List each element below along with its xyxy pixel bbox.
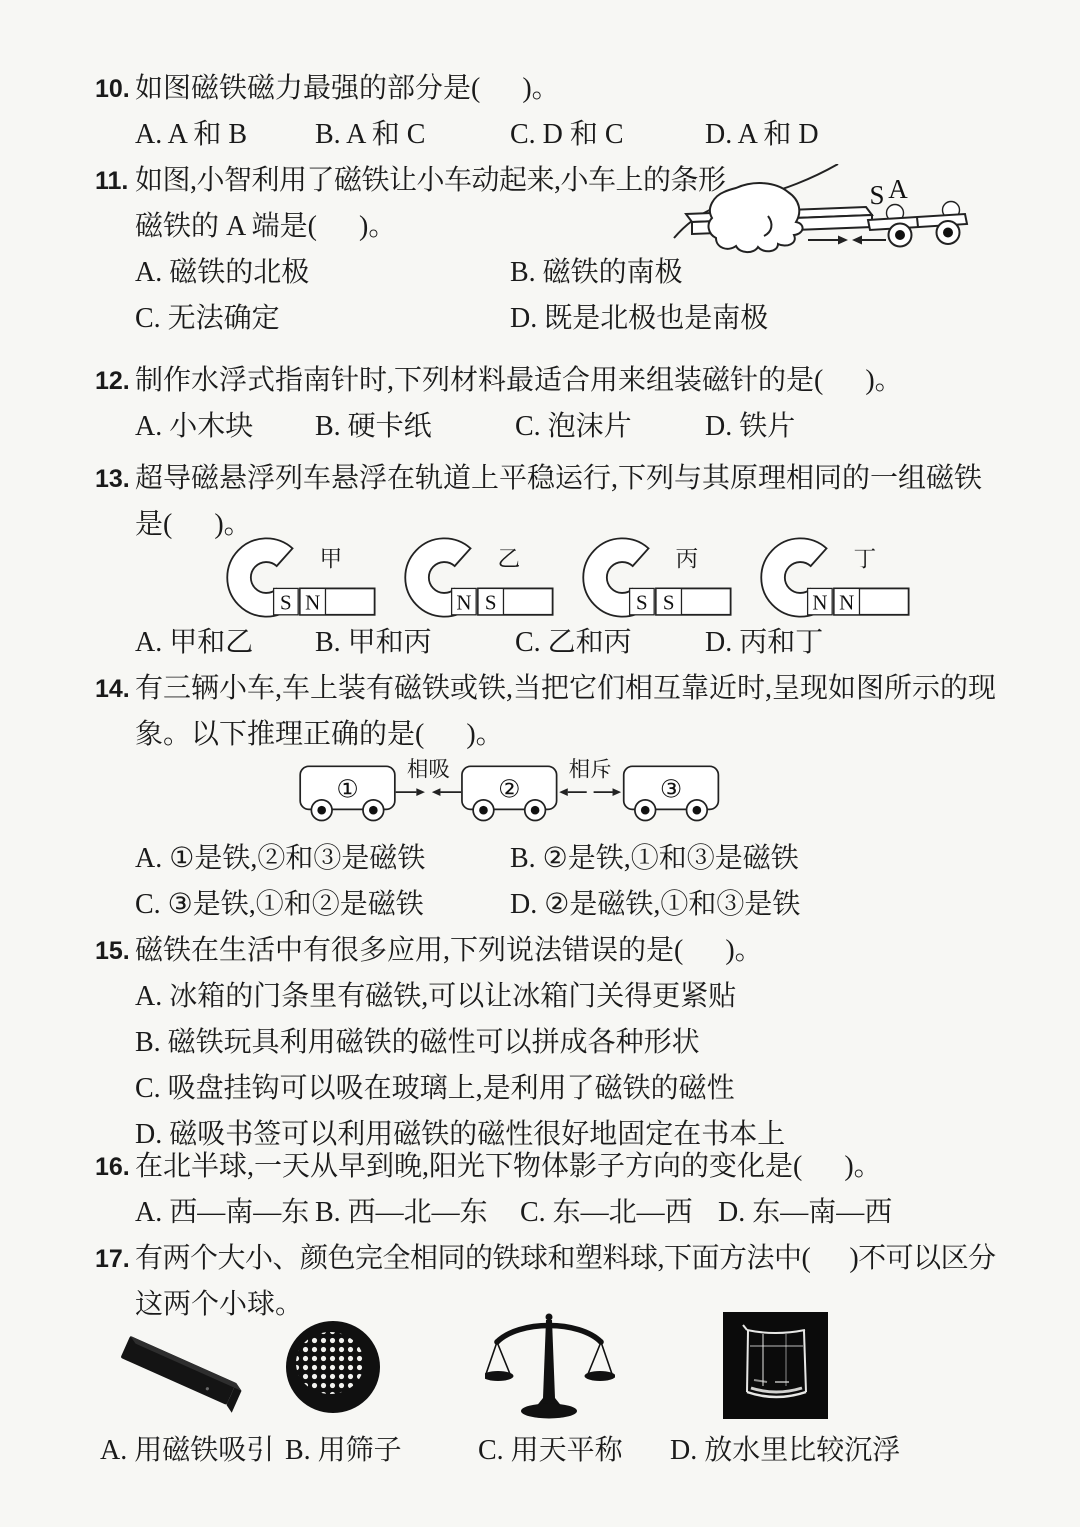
question-number: 16. (95, 1153, 130, 1181)
magnet-pole-label: S (636, 590, 648, 615)
option-c: C. 乙和丙 (515, 627, 632, 658)
three-cars-diagram (295, 756, 727, 830)
option-b: B. 磁铁玩具利用磁铁的磁性可以拼成各种形状 (135, 1027, 700, 1058)
toy-car-3-icon (624, 766, 719, 820)
attraction-arrows (396, 788, 461, 796)
question-text: 有三辆小车,车上装有磁铁或铁,当把它们相互靠近时,呈现如图所示的现 (135, 673, 997, 704)
repel-label: 相斥 (568, 757, 612, 782)
option-a: A. 冰箱的门条里有磁铁,可以让冰箱门关得更紧贴 (135, 981, 737, 1012)
caption-c: C. 用天平称 (478, 1435, 623, 1466)
question-10-stem (95, 66, 1040, 112)
question-text: 磁铁的 A 端是( )。 (135, 211, 397, 242)
question-number: 12. (95, 367, 130, 395)
question-text: 象。以下推理正确的是( )。 (135, 719, 504, 750)
option-c: C. ③是铁,①和②是磁铁 (135, 889, 424, 920)
caption-d: D. 放水里比较沉浮 (670, 1435, 901, 1466)
horseshoe-magnet-bing-icon (581, 532, 741, 623)
beaker-of-water-photo (723, 1312, 828, 1419)
option-a: A. 小木块 (135, 411, 254, 442)
question-text: 如图,小智利用了磁铁让小车动起来,小车上的条形 (135, 165, 726, 196)
question-text: 磁铁在生活中有很多应用,下列说法错误的是( )。 (135, 935, 763, 966)
question-number: 15. (95, 937, 130, 965)
magnet-name-label: 甲 (319, 546, 343, 572)
question-13-options (95, 620, 1040, 666)
attract-label: 相吸 (406, 757, 450, 782)
option-c: C. 吸盘挂钩可以吸在玻璃上,是利用了磁铁的磁性 (135, 1073, 735, 1104)
question-16 (95, 1144, 1040, 1236)
caption-a: A. 用磁铁吸引 (100, 1435, 275, 1466)
bar-magnet-icon (110, 1324, 255, 1424)
question-text: 有两个大小、颜色完全相同的铁球和塑料球,下面方法中( )不可以区分 (135, 1243, 996, 1274)
caption-b: B. 用筛子 (285, 1435, 402, 1466)
question-13 (95, 456, 1040, 666)
option-b: B. 甲和丙 (315, 627, 432, 658)
option-c: C. 东—北—西 (520, 1197, 693, 1228)
option-a: A. 西—南—东 (135, 1197, 310, 1228)
question-11 (95, 158, 1040, 342)
option-a: A. A 和 B (135, 119, 248, 150)
question-16-stem (95, 1144, 1040, 1190)
bar-pole-label: N (839, 590, 855, 615)
option-a: A. 甲和乙 (135, 627, 254, 658)
question-number: 17. (95, 1245, 130, 1273)
question-15-stem (95, 928, 1040, 974)
hand-pushing-magnet-toward-car-figure (670, 164, 970, 264)
question-text: 在北半球,一天从早到晚,阳光下物体影子方向的变化是( )。 (135, 1151, 882, 1182)
question-14-stem (95, 666, 1040, 712)
balance-scale-icon (485, 1310, 615, 1422)
question-12-stem (95, 358, 1040, 404)
question-14 (95, 666, 1040, 928)
bar-pole-label: S (662, 590, 675, 615)
car-number-label: ③ (659, 774, 683, 804)
car-end-label: A (888, 174, 908, 204)
question-11-options-row2 (95, 296, 1040, 342)
question-number: 13. (95, 465, 130, 493)
car-number-label: ① (336, 774, 359, 804)
option-d: D. ②是磁铁,①和③是铁 (510, 889, 801, 920)
magnet-name-label: 乙 (497, 546, 521, 572)
option-a: A. 磁铁的北极 (135, 257, 310, 288)
question-text: 这两个小球。 (135, 1289, 304, 1320)
question-number: 14. (95, 675, 130, 703)
hand-icon (709, 183, 803, 252)
horseshoe-magnet-ding-icon (759, 532, 919, 623)
option-c: C. D 和 C (510, 119, 624, 150)
option-b: B. ②是铁,①和③是磁铁 (510, 843, 799, 874)
question-14-options-row1 (95, 836, 1040, 882)
option-d: D. 丙和丁 (705, 627, 824, 658)
option-b: B. 硬卡纸 (315, 411, 432, 442)
bar-pole-label: N (305, 590, 321, 615)
black-bar-magnet (118, 1336, 243, 1413)
question-number: 11. (95, 167, 129, 195)
question-13-stem (95, 456, 1040, 502)
magnet-pole-label: S (280, 590, 292, 615)
option-c: C. 泡沫片 (515, 411, 632, 442)
three-cars-figure (295, 756, 1040, 830)
question-text: 是( )。 (135, 509, 252, 540)
toy-car-2-icon (462, 766, 557, 820)
option-d: D. 铁片 (705, 411, 796, 442)
magnet-pole-label: S (869, 180, 885, 210)
toy-car-1-icon (300, 766, 395, 820)
option-b: B. 西—北—东 (315, 1197, 488, 1228)
option-a: A. ①是铁,②和③是磁铁 (135, 843, 426, 874)
question-15 (95, 928, 1040, 1158)
question-14-options-row2 (95, 882, 1040, 928)
magnet-name-label: 丙 (675, 546, 699, 572)
option-c: C. 无法确定 (135, 303, 280, 334)
question-text: 如图磁铁磁力最强的部分是( )。 (135, 73, 560, 104)
option-d: D. 既是北极也是南极 (510, 303, 769, 334)
repulsion-arrows (559, 788, 621, 796)
question-12-options (95, 404, 1040, 450)
option-b: B. A 和 C (315, 119, 426, 150)
horseshoe-magnet-yi-icon (403, 532, 563, 623)
bar-pole-label: S (484, 590, 497, 615)
magnet-name-label: 丁 (853, 546, 877, 572)
car-number-label: ② (498, 774, 521, 804)
question-10 (95, 66, 1040, 158)
option-d: D. 磁吸书签可以利用磁铁的磁性很好地固定在书本上 (135, 1119, 786, 1150)
question-17 (95, 1236, 1040, 1466)
option-b: B. 磁铁的南极 (510, 257, 683, 288)
magnet-pole-label: N (456, 590, 472, 615)
question-16-options (95, 1190, 1040, 1236)
question-text: 超导磁悬浮列车悬浮在轨道上平稳运行,下列与其原理相同的一组磁铁 (135, 463, 983, 494)
option-d: D. 东—南—西 (718, 1197, 893, 1228)
question-14-stem-line2 (95, 712, 1040, 758)
approach-arrows (808, 236, 886, 245)
question-text: 制作水浮式指南针时,下列材料最适合用来组装磁针的是( )。 (135, 365, 903, 396)
magnet-pole-label: N (812, 590, 828, 615)
sieve-icon (283, 1318, 383, 1416)
question-number: 10. (95, 75, 130, 103)
option-d: D. A 和 D (705, 119, 819, 150)
horseshoe-magnet-jia-icon (225, 532, 385, 623)
horseshoe-magnet-figure-row (225, 532, 1040, 622)
question-12 (95, 358, 1040, 450)
question-10-options (95, 112, 1040, 158)
question-17-stem (95, 1236, 1040, 1282)
question-17-figure-row (95, 1310, 1040, 1466)
